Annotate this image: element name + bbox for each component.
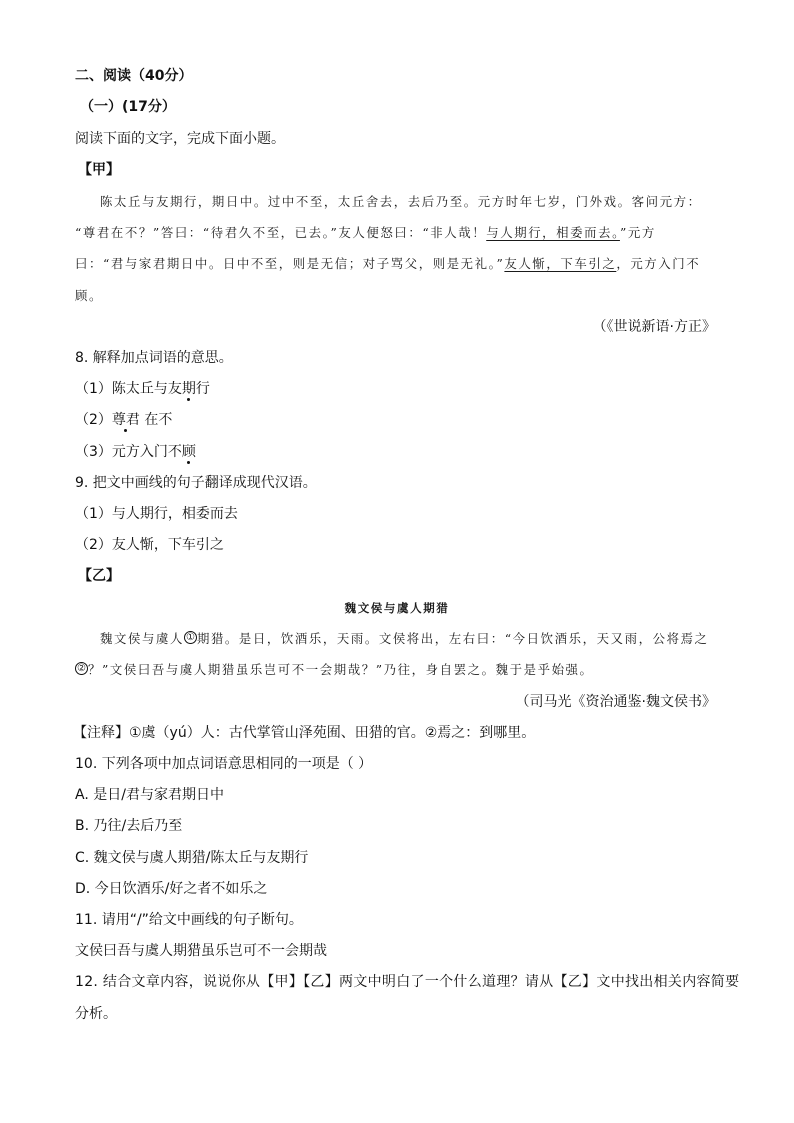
question-10-option-b: B. 乃往/去后乃至: [75, 818, 183, 834]
passage-yi-text: 期猎。是日，饮酒乐，天雨。文侯将出，左右曰：“今日饮酒乐，天又雨，公将焉之: [196, 631, 709, 646]
question-12-stem-line-2: 分析。: [75, 1006, 117, 1022]
passage-yi-title: 魏文侯与虞人期猎: [344, 601, 450, 615]
passage-jia-text: ”元方: [619, 225, 656, 240]
passage-yi-line-2: [75, 660, 594, 680]
underlined-sentence-2: 友人惭，下车引之: [504, 256, 617, 271]
passage-jia-label: 【甲】: [78, 162, 120, 178]
question-11-stem: 11. 请用“/”给文中画线的句子断句。: [75, 912, 303, 928]
underlined-sentence-1: 与人期行，相委而去。: [486, 225, 620, 240]
passage-jia-source: （《世说新语·方正》: [592, 319, 716, 335]
question-9-stem: 9. 把文中画线的句子翻译成现代汉语。: [75, 475, 317, 491]
passage-yi-text: ？”文侯曰吾与虞人期猎虽乐岂可不一会期哉？”乃往，身自罢之。魏于是乎始强。: [88, 662, 594, 677]
passage-jia-text: 曰：“君与家君期日中。日中不至，则是无信；对子骂父，则是无礼。”: [75, 256, 505, 271]
question-9-item-2: （2）友人惭，下车引之: [75, 537, 224, 553]
item-text: （3）元方入门不: [75, 444, 182, 460]
question-12-stem-line-1: 12. 结合文章内容，说说你从【甲】【乙】两文中明白了一个什么道理？请从【乙】文中找出相关内容简要: [75, 974, 740, 990]
question-8-item-2: [75, 410, 172, 430]
item-text: 在不: [139, 412, 173, 428]
question-8-stem: 8. 解释加点词语的意思。: [75, 350, 233, 366]
question-10-option-d: D. 今日饮酒乐/好之者不如乐之: [75, 881, 268, 897]
question-10-option-a: A. 是日/君与家君期日中: [75, 787, 224, 803]
question-9-item-1: （1）与人期行，相委而去: [75, 506, 238, 522]
dotted-word: 尊君: [111, 412, 140, 428]
dotted-word: 顾: [181, 444, 196, 460]
passage-jia-line-2: [75, 223, 656, 243]
question-10-stem: 10. 下列各项中加点词语意思相同的一项是（ ）: [75, 756, 373, 772]
question-8-item-3: [75, 442, 196, 462]
dotted-word: 期: [181, 381, 196, 397]
item-text: 行: [195, 381, 210, 397]
item-text: （2）: [75, 412, 112, 428]
note-marker: ②: [75, 662, 88, 675]
passage-yi-text: 魏文侯与虞人: [100, 631, 184, 646]
passage-yi-line-1: [100, 629, 709, 649]
instruction: 阅读下面的文字，完成下面小题。: [75, 131, 285, 147]
question-8-item-1: [75, 379, 210, 399]
item-text: （1）陈太丘与友: [75, 381, 182, 397]
section-title: 二、阅读（40分）: [75, 68, 193, 84]
passage-jia-line-4: 顾。: [75, 288, 103, 303]
note-marker: ①: [184, 631, 197, 644]
annotation: 【注释】①虞（yú）人：古代掌管山泽苑囿、田猎的官。②焉之：到哪里。: [73, 725, 536, 741]
question-11-sentence: 文侯曰吾与虞人期猎虽乐岂可不一会期哉: [75, 943, 327, 959]
passage-jia-text: “尊君在不？”答曰：“待君久不至，已去。”友人便怒曰：“非人哉！: [75, 225, 487, 240]
passage-jia-text: ，元方入门不: [616, 256, 701, 271]
passage-jia-line-1: 陈太丘与友期行，期日中。过中不至，太丘舍去，去后乃至。元方时年七岁，门外戏。客问元方：: [100, 194, 702, 209]
question-10-option-c: C. 魏文侯与虞人期猎/陈太丘与友期行: [75, 850, 309, 866]
passage-yi-label: 【乙】: [78, 568, 120, 584]
passage-yi-source: （司马光《资治通鉴·魏文侯书》: [515, 694, 716, 710]
passage-jia-line-3: [75, 254, 700, 274]
subsection-title: （一）(17分）: [80, 99, 176, 115]
